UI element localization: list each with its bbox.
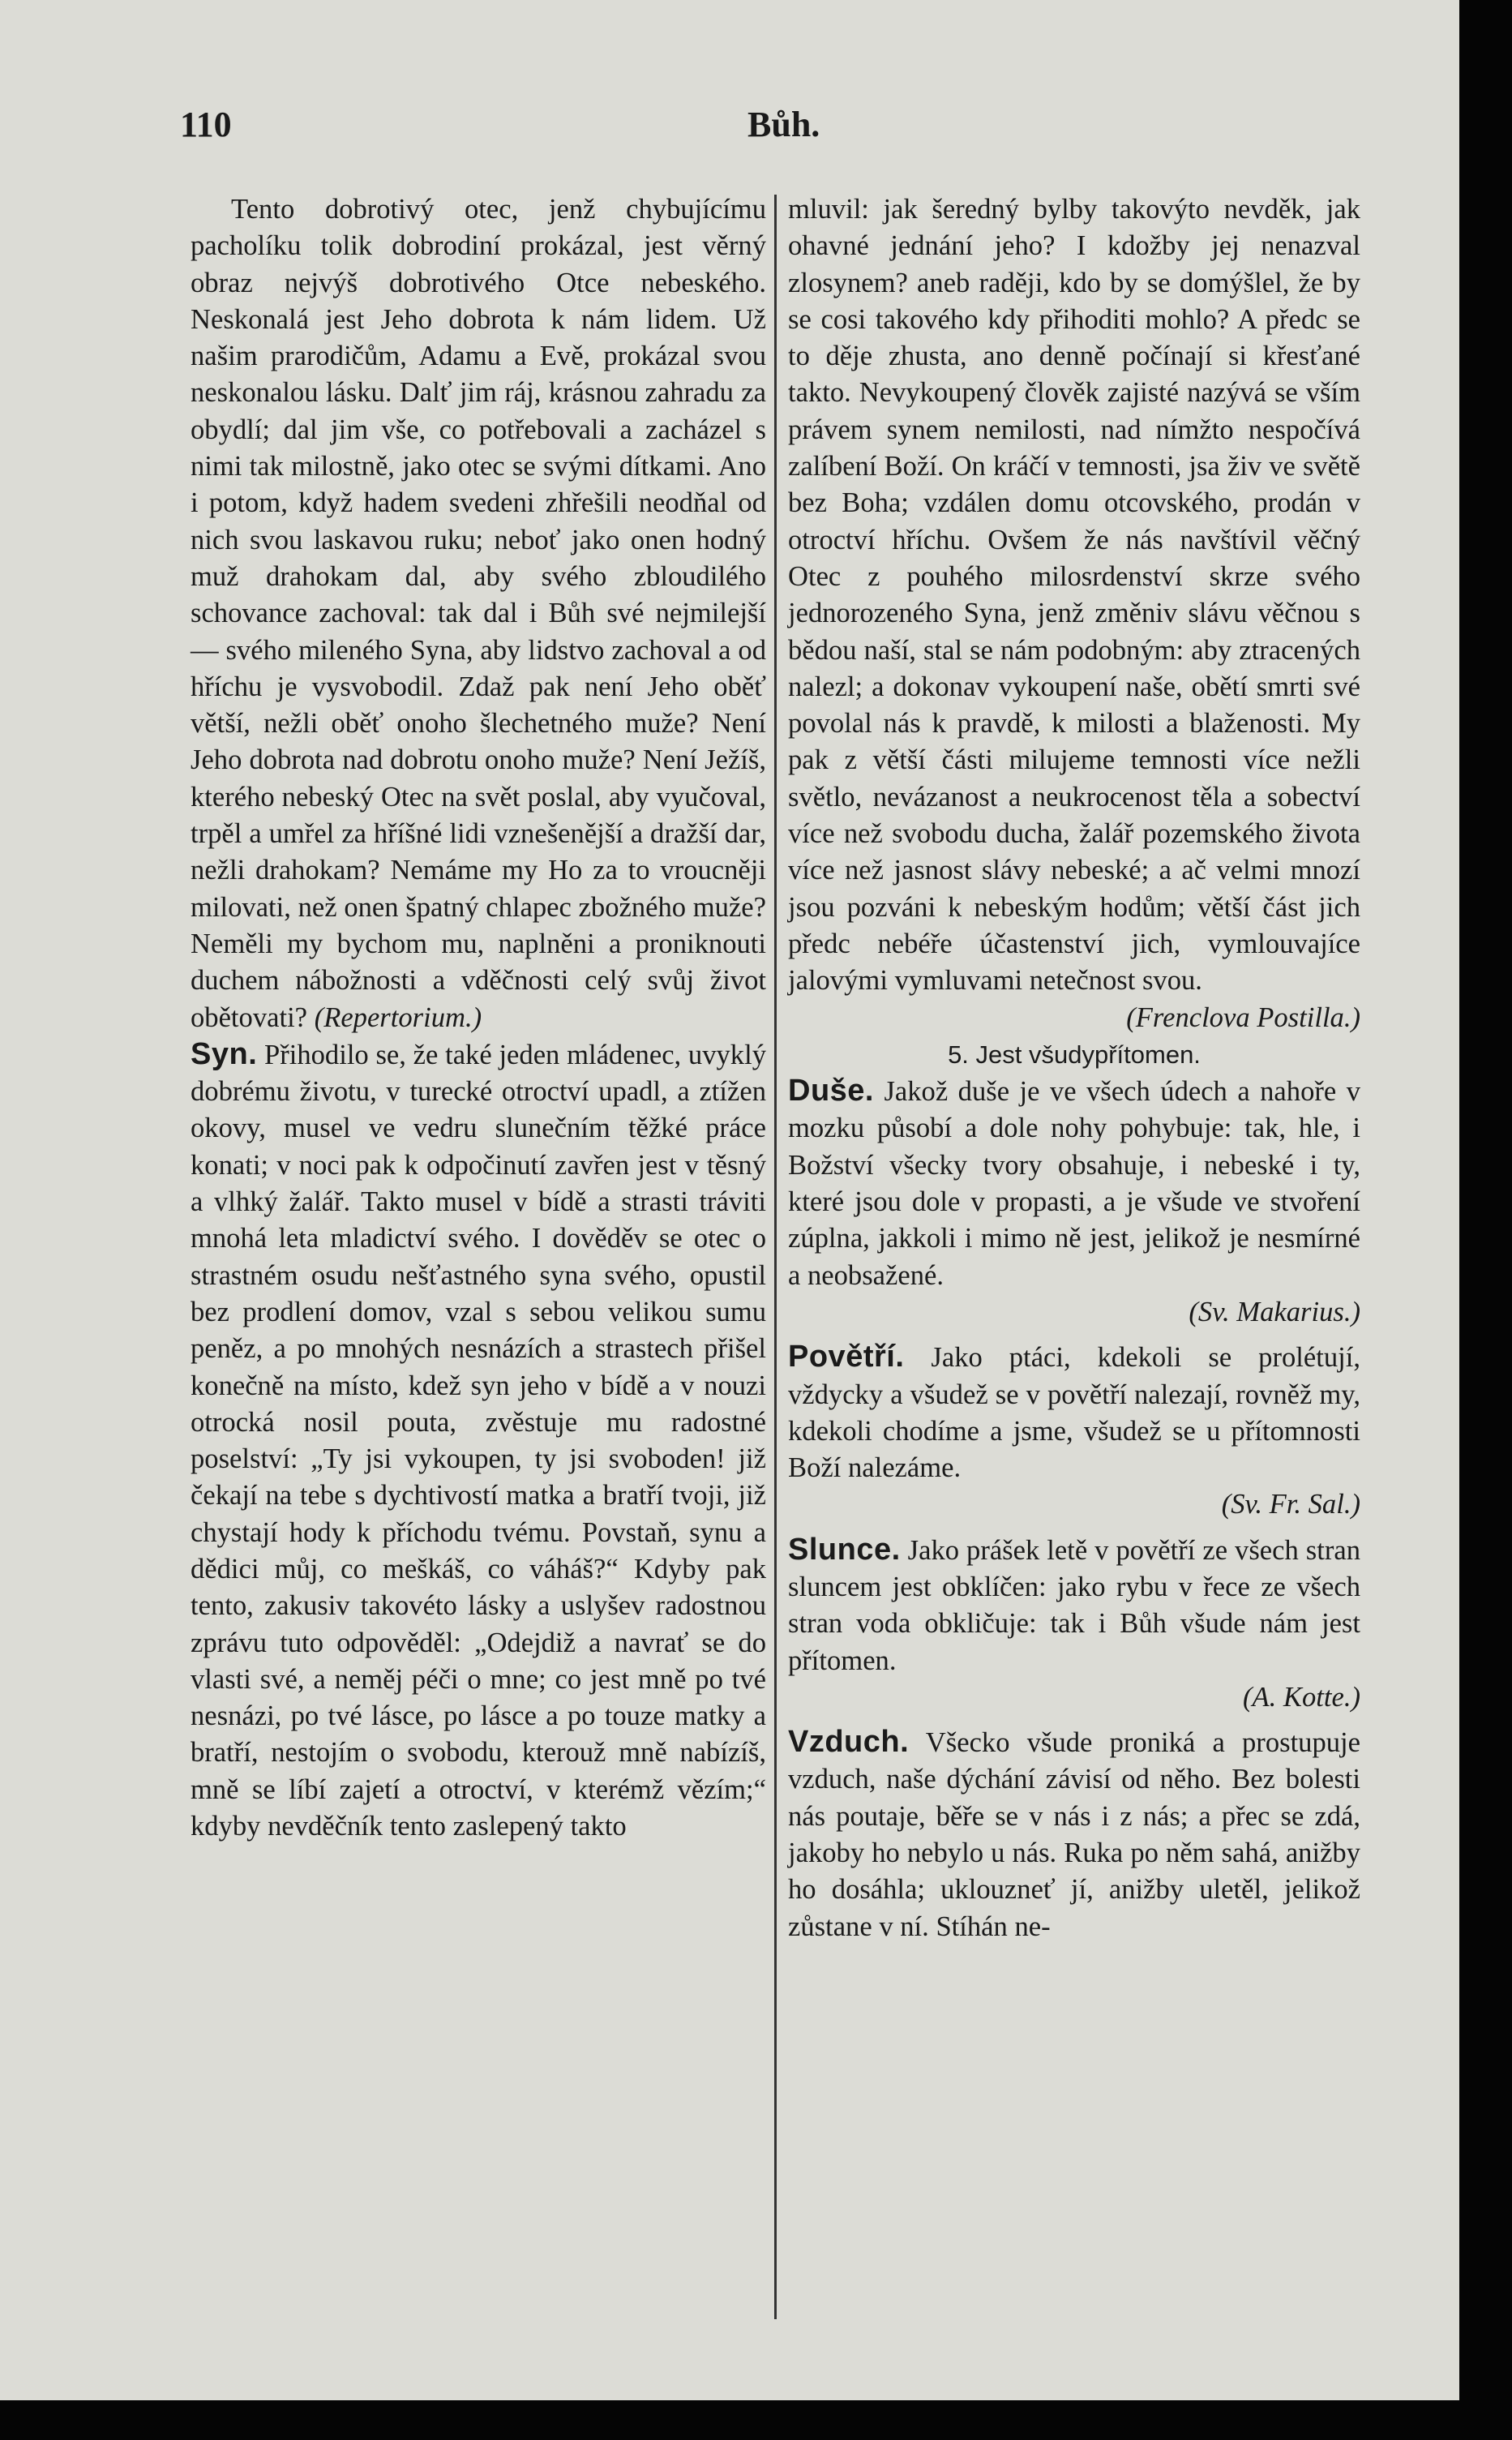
- right-para-1-source: (Frenclova Postilla.): [1126, 1001, 1360, 1033]
- right-para-1: [788, 191, 1360, 1036]
- running-head: Bůh.: [747, 105, 820, 144]
- column-divider: [774, 195, 777, 2319]
- entry-duse-source: (Sv. Makarius.): [1189, 1296, 1360, 1327]
- entry-povetri-text: Jako ptáci, kdekoli se prolétují, vždycky a všudež se v povětří nalezají, rovněž my, kdekoli chodíme a jsme, všudež se u přítomnosti Boží nalezáme.: [788, 1342, 1360, 1484]
- entry-syn-text: Přihodilo se, že také jeden mládenec, uvyklý dobrému životu, v turecké otroctví upadl, a ztížen okovy, musel ve vedru slunečním těžké práce konati; v noci pak k odpočinutí zavřen jest v těsný a vlhký žalář. Takto musel v bídě a strasti tráviti mnohá leta mladictví svého. I dověděv se otec o strastném osudu nešťastného syna svého, opustil bez prodlení domov, vzal s sebou velikou sumu peněz, a po mnohých nesnázích a strastech přišel konečně na místo, kdež syn jeho v bídě a v nouzi otrocká nosil pouta, zvěstuje mu radostné poselství: „Ty jsi vykoupen, ty jsi svoboden! již čekají na tebe s dychtivostí matka a bratří tvoji, již chystají hody k příchodu tvému. Povstaň, synu a dědici můj, co meškáš, co váháš?“ Kdyby pak tento, zakusiv takovéto lásky a uslyšev radostnou zprávu tuto odpověděl: „Odejdiž a navrať se do vlasti své, a neměj péči o mne; co jest mně po tvé nesnázi, po tvé lásce, po lásce a po touze matky a bratří, nestojím o svobodu, kterouž mně nabízíš, mně se líbí zajetí a otroctví, v kterémž vězím;“ kdyby nevděčník tento zaslepený takto: [191, 1039, 766, 1842]
- spacer: [788, 1716, 1360, 1724]
- left-para-1-text: Tento dobrotivý otec, jenž chybujícímu pacholíku tolik dobrodiní prokázal, jest věrný obraz nejvýš dobrotivého Otce nebeského. Neskonalá jest Jeho dobrota k nám lidem. Už našim prarodičům, Adamu a Evě, prokázal svou neskonalou lásku. Dalť jim ráj, krásnou zahradu za obydlí; dal jim vše, co potřebovali a zacházel s nimi tak milostně, jako otec se svými dítkami. Ano i potom, když hadem svedeni zhřešili neodňal od nich svou laskavou ruku; neboť jako onen hodný muž drahokam dal, aby svého zbloudilého schovance zachoval: tak dal i Bůh své nejmilejší — svého mileného Syna, aby lidstvo zachoval a od hříchu je vysvobodil. Zdaž pak není Jeho oběť větší, nežli oběť onoho šlechetného muže? Není Jeho dobrota nad dobrotu onoho muže? Není Ježíš, kterého nebeský Otec na svět poslal, aby vyučoval, trpěl a umřel za hříšné lidi vznešenější a dražší dar, nežli drahokam? Nemáme my Ho za to vroucněji milovati, než onen špatný chlapec zbožného muže? Neměli my bychom mu, naplněni a proniknouti duchem nábožnosti a vděčnosti celý svůj život obětovati?: [191, 194, 766, 1033]
- entry-vzduch-text: Všecko všude proniká a prostupuje vzduch, naše dýchání závisí od něho. Bez bolesti nás poutaje, běře se v nás i z nás; a přec se zdá, jakoby ho nebylo u nás. Ruka po něm sahá, anižby ho dosáhla; uklouzneť jí, anižby uletěl, jelikož zůstane v ní. Stíhán ne-: [788, 1727, 1360, 1942]
- entry-duse-text: Jakož duše je ve všech údech a nahoře v mozku působí a dole nohy pohybuje: tak, hle, i Božství všecky tvory obsahuje, i nebeské i ty, které jsou dole v propasti, a je všude ve stvoření zúplna, jakkoli i mimo ně jest, jelikož je nesmírné a neobsažené.: [788, 1076, 1360, 1291]
- left-column: [191, 191, 766, 1845]
- left-para-1: [191, 191, 766, 1036]
- spacer: [788, 1331, 1360, 1339]
- page-header: [180, 104, 1423, 152]
- entry-vzduch-keyword: Vzduch.: [788, 1725, 910, 1760]
- right-column: [788, 191, 1360, 1945]
- entry-povetri-keyword: Povětří.: [788, 1340, 905, 1374]
- scan-edge-right: [1459, 0, 1512, 2440]
- entry-slunce-source: (A. Kotte.): [1243, 1681, 1360, 1713]
- entry-slunce-keyword: Slunce.: [788, 1532, 901, 1567]
- entry-slunce: [788, 1532, 1360, 1716]
- entry-duse-keyword: Duše.: [788, 1074, 874, 1109]
- entry-povetri: [788, 1339, 1360, 1523]
- left-para-1-source: (Repertorium.): [314, 1001, 482, 1033]
- entry-syn-keyword: Syn.: [191, 1036, 258, 1071]
- entry-syn: [191, 1036, 766, 1846]
- spacer: [788, 1524, 1360, 1532]
- scan-edge-bottom: [0, 2400, 1512, 2440]
- entry-slunce-text: Jako prášek letě v povětří ze všech stran sluncem jest obklíčen: jako rybu v řece ze všech stran voda obkličuje: tak i Bůh všude nám jest přítomen.: [788, 1534, 1360, 1676]
- entry-vzduch: [788, 1724, 1360, 1945]
- right-para-1-text: mluvil: jak šeredný bylby takovýto nevděk, jak ohavné jednání jeho? I kdožby jej nenazval zlosynem? aneb raději, kdo by se domýšlel, že by se cosi takového kdy přihoditi mohlo? A předc se to děje zhusta, ano denně počínají si křesťané takto. Nevykoupený člověk zajisté nazývá se vším právem synem nemilosti, nad nímžto nespočívá zalíbení Boží. On kráčí v temnosti, jsa živ ve světě bez Boha; vzdálen domu otcovského, prodán v otroctví hříchu. Ovšem že nás navštívil věčný Otec z pouhého milosrdenství skrze svého jednorozeného Syna, jenž změniv slávu věčnou s bědou naší, stal se nám podobným: aby ztracených nalezl; a dokonav vykoupení naše, obětí smrti své povolal nás k pravdě, k milosti a blaženosti. My pak z větší části milujeme temnosti více nežli světlo, nevázanost a neukrocenost těla a sobectví více než svobodu ducha, žalář pozemského života více než jasnost slávy nebeské; a ač velmi mnozí jsou pozváni k nebeským hodům; větší část jich předc nebéře účastenství jich, vymlouvajíce jalovými vymluvami netečnost svou.: [788, 194, 1360, 997]
- entry-duse: [788, 1073, 1360, 1331]
- entry-povetri-source: (Sv. Fr. Sal.): [1221, 1489, 1360, 1520]
- page-number: 110: [180, 105, 232, 144]
- section-heading: 5. Jest všudypřítomen.: [948, 1040, 1201, 1069]
